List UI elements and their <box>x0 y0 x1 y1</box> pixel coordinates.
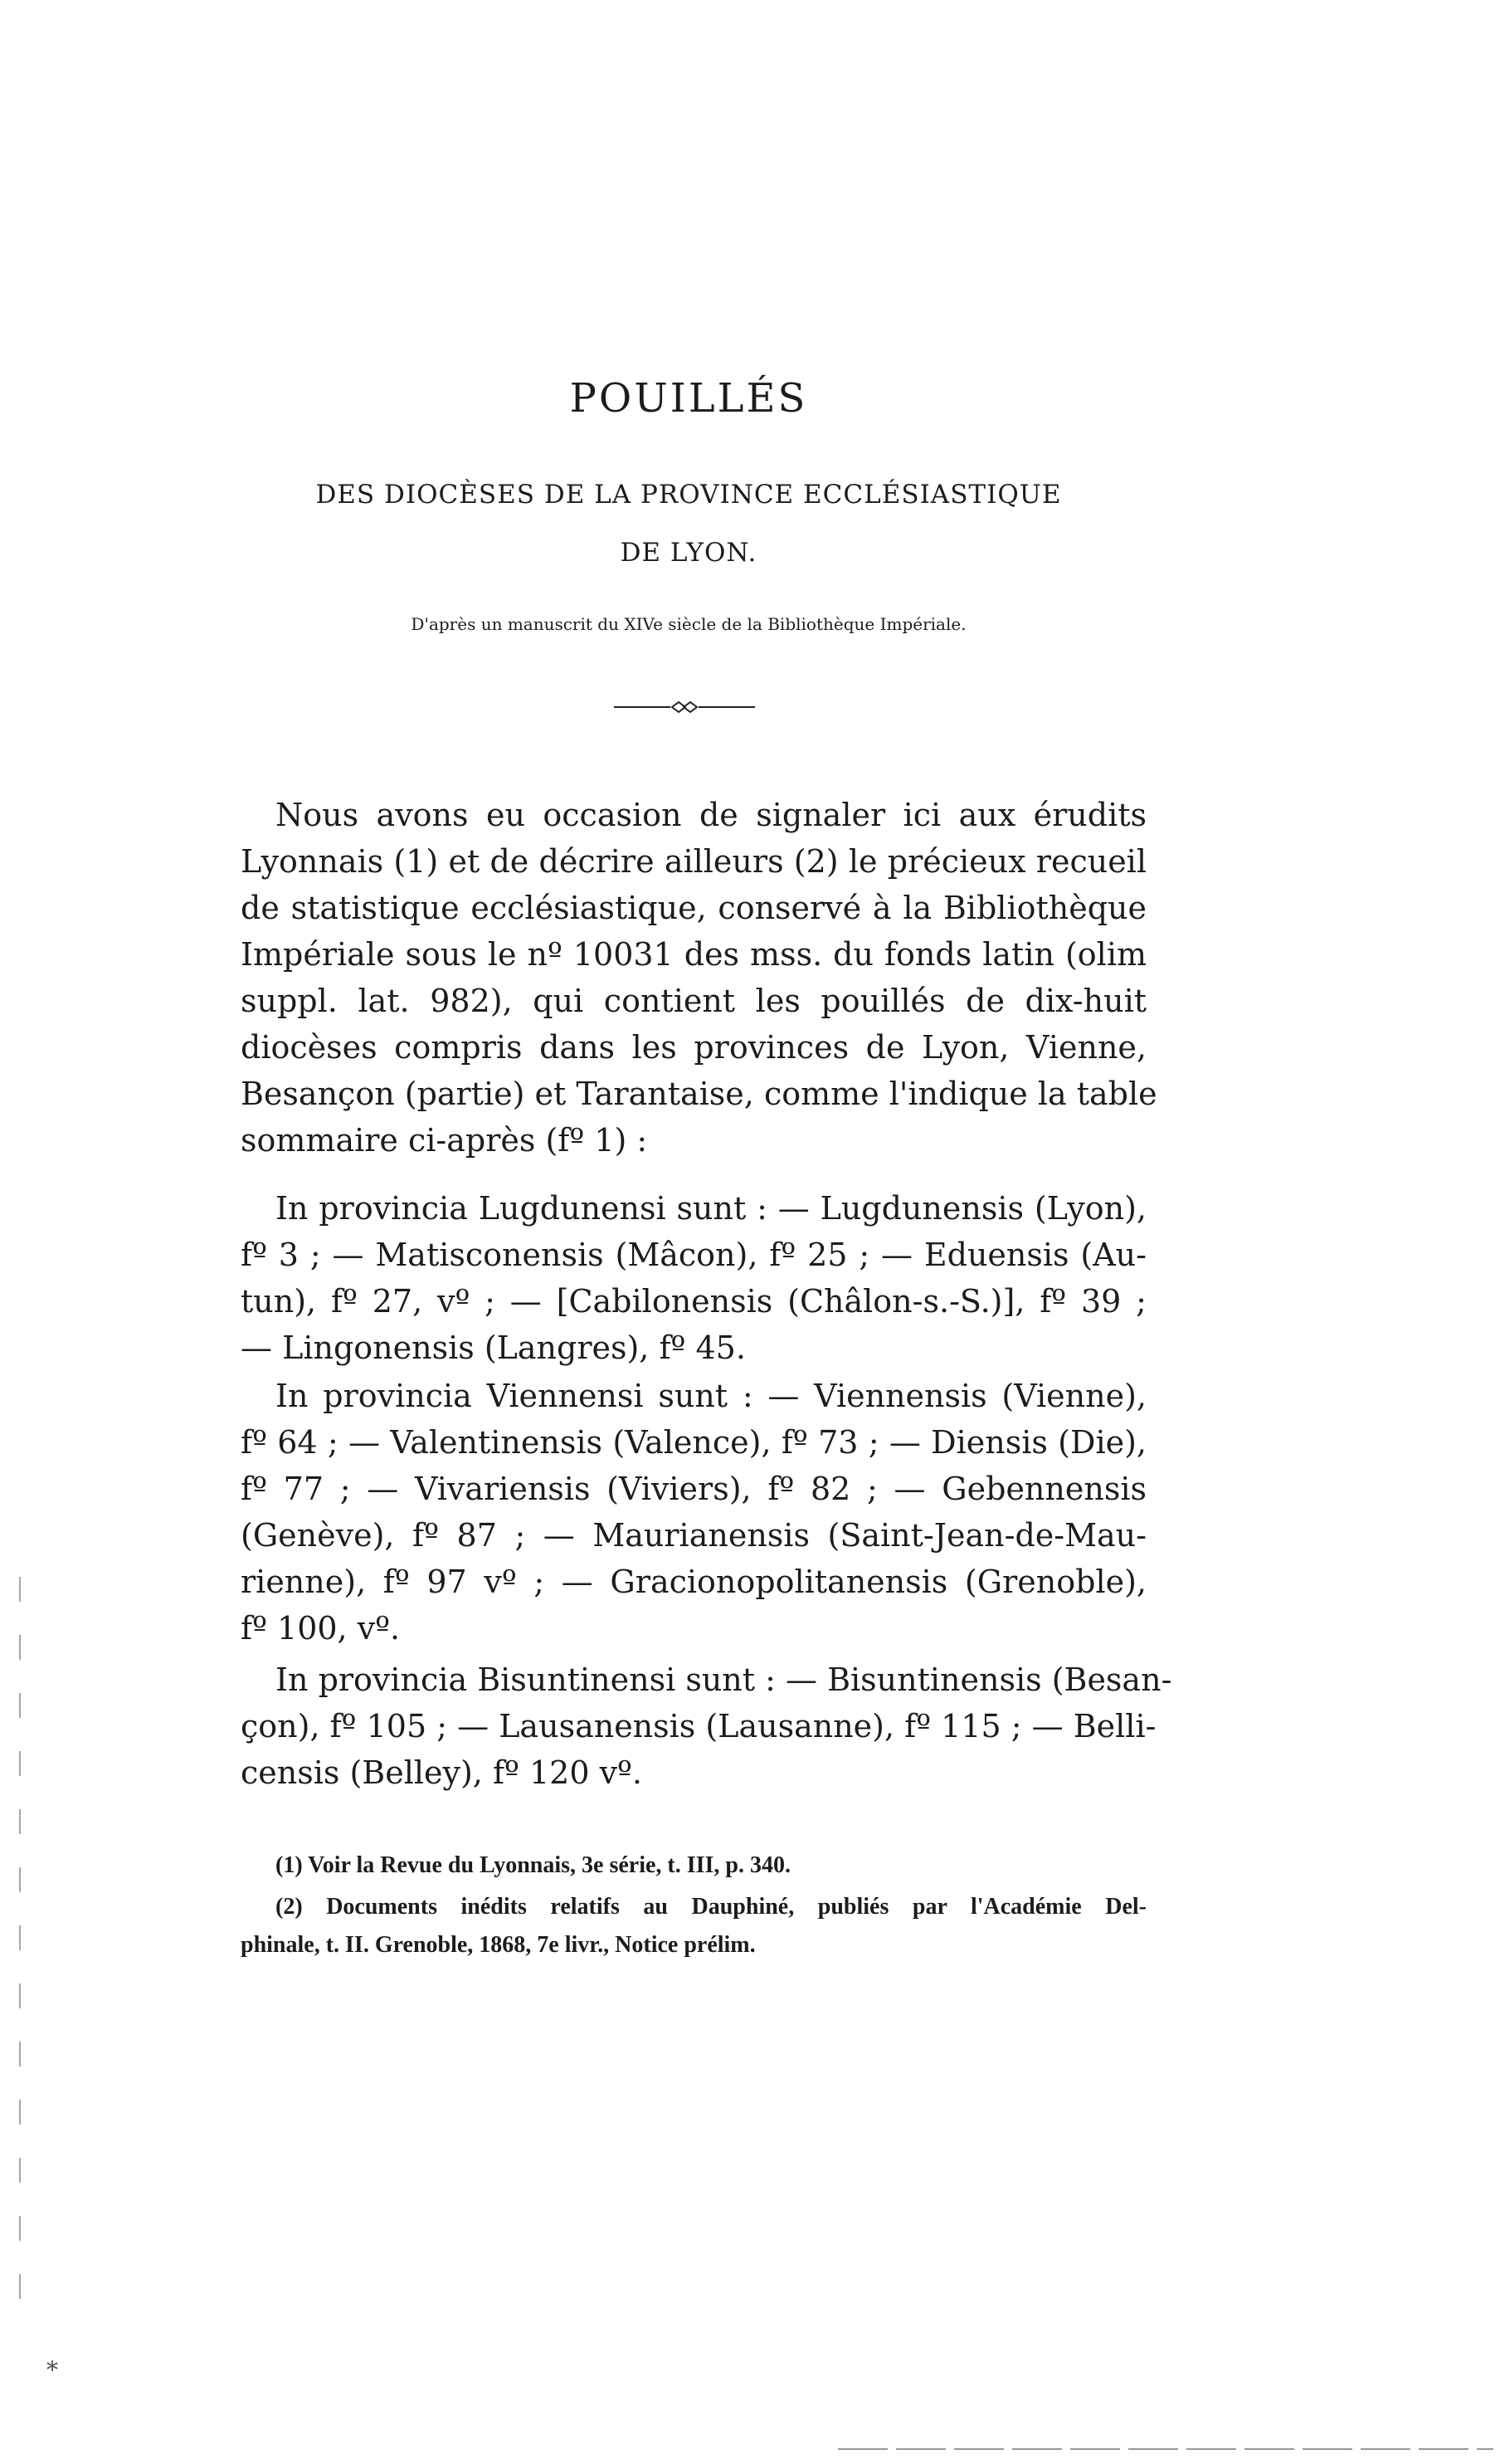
text-line: rienne), fº 97 vº ; — Gracionopolitanensis (Grenoble), <box>241 1564 1147 1600</box>
text-line: sommaire ci-après (fº 1) : <box>241 1122 648 1159</box>
text-line: suppl. lat. 982), qui contient les pouillés de dix-huit <box>241 983 1147 1019</box>
page-title: POUILLÉS <box>569 375 808 422</box>
text-line: In provincia Viennensi sunt : — Viennensis (Vienne), <box>275 1378 1147 1414</box>
text-line: — Lingonensis (Langres), fº 45. <box>241 1330 746 1366</box>
text-line: de statistique ecclésiastique, conservé à la Bibliothèque <box>241 890 1147 926</box>
footnote-line: (2) Documents inédits relatifs au Dauphiné, publiés par l'Académie Del- <box>275 1894 1147 1920</box>
source-note: D'après un manuscrit du XIVe siècle de la Bibliothèque Impériale. <box>411 614 967 634</box>
page-speck-mark: ⁎ <box>46 2349 58 2376</box>
text-line: Impériale sous le nº 10031 des mss. du fonds latin (olim <box>241 936 1147 973</box>
text-line: fº 64 ; — Valentinensis (Valence), fº 73 ; — Diensis (Die), <box>241 1424 1147 1461</box>
subtitle-line-2: DE LYON. <box>620 538 757 568</box>
ornament-divider <box>614 700 755 714</box>
text-line: çon), fº 105 ; — Lausanensis (Lausanne), fº 115 ; — Belli- <box>241 1708 1157 1744</box>
text-line: In provincia Bisuntinensi sunt : — Bisuntinensis (Besan- <box>275 1661 1172 1698</box>
text-line: In provincia Lugdunensi sunt : — Lugdunensis (Lyon), <box>275 1190 1147 1227</box>
text-line: Nous avons eu occasion de signaler ici aux érudits <box>275 797 1147 833</box>
text-line: fº 77 ; — Vivariensis (Viviers), fº 82 ; — Gebennensis <box>241 1471 1147 1507</box>
text-line: fº 100, vº. <box>241 1610 401 1647</box>
bottom-edge-rule <box>838 2448 1493 2450</box>
footnote-line: (1) Voir la Revue du Lyonnais, 3e série, t. III, p. 340. <box>275 1852 791 1878</box>
subtitle-line-1: DES DIOCÈSES DE LA PROVINCE ECCLÉSIASTIQUE <box>315 480 1062 510</box>
text-line: fº 3 ; — Matisconensis (Mâcon), fº 25 ; — Eduensis (Au- <box>241 1237 1147 1273</box>
text-line: diocèses compris dans les provinces de Lyon, Vienne, <box>241 1029 1147 1066</box>
text-line: (Genève), fº 87 ; — Maurianensis (Saint-Jean-de-Mau- <box>241 1517 1147 1554</box>
text-line: censis (Belley), fº 120 vº. <box>241 1754 642 1791</box>
text-line: Lyonnais (1) et de décrire ailleurs (2) le précieux recueil <box>241 843 1147 880</box>
text-line: Besançon (partie) et Tarantaise, comme l'indique la table <box>241 1076 1157 1112</box>
margin-rule <box>18 1577 22 2307</box>
footnote-line: phinale, t. II. Grenoble, 1868, 7e livr., Notice prélim. <box>241 1932 756 1958</box>
text-line: tun), fº 27, vº ; — [Cabilonensis (Châlon-s.-S.)], fº 39 ; <box>241 1283 1147 1320</box>
